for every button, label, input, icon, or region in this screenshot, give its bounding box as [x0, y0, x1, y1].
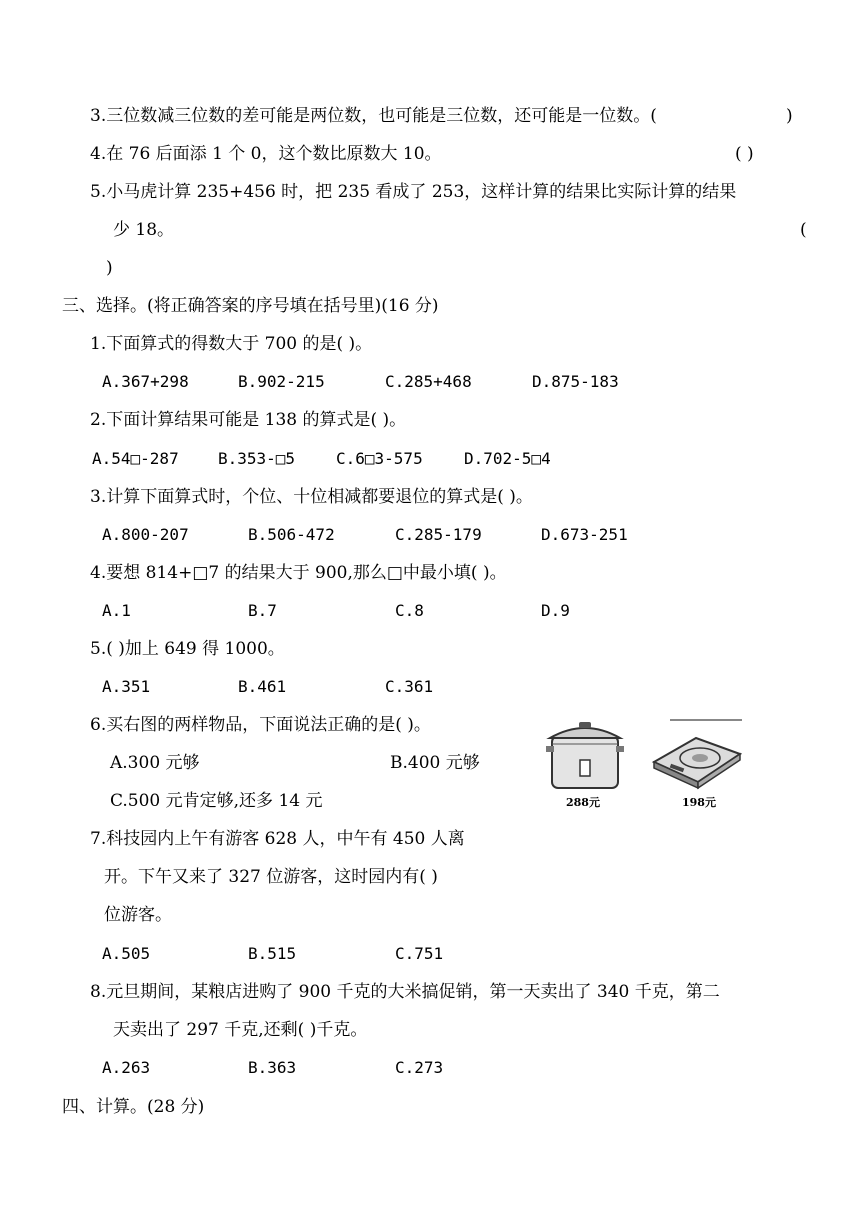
choice-q5-option-b[interactable]: B.461: [238, 677, 287, 696]
choice-q6-stem: 6.买右图的两样物品，下面说法正确的是( )。: [90, 715, 431, 735]
judge-q5-line1: 5.小马虎计算 235+456 时，把 235 看成了 253，这样计算的结果比实际计算的结果: [90, 182, 737, 202]
choice-q8-option-c[interactable]: C.273: [395, 1058, 444, 1077]
choice-q8-line1: 8.元旦期间，某粮店进购了 900 千克的大米搞促销，第一天卖出了 340 千克，第二: [90, 982, 720, 1002]
choice-q8-option-b[interactable]: B.363: [248, 1058, 297, 1077]
choice-q7-option-a[interactable]: A.505: [102, 944, 151, 963]
choice-q2-option-d[interactable]: D.702-5□4: [464, 449, 551, 468]
choice-q7-option-c[interactable]: C.751: [395, 944, 444, 963]
rice-cooker-icon: [544, 720, 626, 792]
choice-q6-option-c[interactable]: C.500 元肯定够,还多 14 元: [110, 791, 323, 811]
choice-q3-stem: 3.计算下面算式时，个位、十位相减都要退位的算式是( )。: [90, 487, 533, 507]
judge-q5-paren-close[interactable]: ): [106, 258, 113, 278]
judge-q5-line2: 少 18。: [113, 220, 175, 240]
choice-q3-option-b[interactable]: B.506-472: [248, 525, 335, 544]
choice-q1-option-c[interactable]: C.285+468: [385, 372, 472, 391]
section-heading-choice: 三、选择。(将正确答案的序号填在括号里)(16 分): [62, 296, 439, 316]
choice-q3-option-d[interactable]: D.673-251: [541, 525, 628, 544]
choice-q2-option-a[interactable]: A.54□-287: [92, 449, 179, 468]
induction-cooker-price: 198元: [682, 796, 716, 809]
choice-q5-option-a[interactable]: A.351: [102, 677, 151, 696]
choice-q1-stem: 1.下面算式的得数大于 700 的是( )。: [90, 334, 373, 354]
choice-q4-option-a[interactable]: A.1: [102, 601, 131, 620]
choice-q8-option-a[interactable]: A.263: [102, 1058, 151, 1077]
choice-q1-option-d[interactable]: D.875-183: [532, 372, 619, 391]
choice-q7-line1: 7.科技园内上午有游客 628 人，中午有 450 人离: [90, 829, 465, 849]
choice-q1-option-b[interactable]: B.902-215: [238, 372, 325, 391]
choice-q4-option-c[interactable]: C.8: [395, 601, 424, 620]
choice-q4-option-b[interactable]: B.7: [248, 601, 277, 620]
induction-cooker-icon: [650, 732, 742, 790]
rice-cooker-price: 288元: [566, 796, 600, 809]
choice-q3-option-c[interactable]: C.285-179: [395, 525, 482, 544]
judge-q3: 3.三位数减三位数的差可能是两位数，也可能是三位数，还可能是一位数。(: [90, 106, 657, 126]
choice-q6-option-a[interactable]: A.300 元够: [110, 753, 200, 773]
choice-q5-option-c[interactable]: C.361: [385, 677, 434, 696]
image-divider: [670, 719, 742, 721]
judge-q5-paren-open[interactable]: (: [800, 220, 807, 240]
choice-q3-option-a[interactable]: A.800-207: [102, 525, 189, 544]
judge-q4: 4.在 76 后面添 1 个 0，这个数比原数大 10。: [90, 144, 442, 164]
choice-q2-option-c[interactable]: C.6□3-575: [336, 449, 423, 468]
choice-q2-option-b[interactable]: B.353-□5: [218, 449, 296, 468]
choice-q7-line3: 位游客。: [104, 905, 172, 925]
judge-q4-paren[interactable]: ( ): [735, 144, 754, 164]
choice-q7-option-b[interactable]: B.515: [248, 944, 297, 963]
choice-q6-option-b[interactable]: B.400 元够: [390, 753, 480, 773]
choice-q2-stem: 2.下面计算结果可能是 138 的算式是( )。: [90, 410, 407, 430]
choice-q7-line2: 开。下午又来了 327 位游客，这时园内有( ): [104, 867, 438, 887]
choice-q5-stem: 5.( )加上 649 得 1000。: [90, 639, 285, 659]
choice-q4-stem: 4.要想 814+□7 的结果大于 900,那么□中最小填( )。: [90, 563, 507, 583]
choice-q4-option-d[interactable]: D.9: [541, 601, 570, 620]
choice-q8-line2: 天卖出了 297 千克,还剩( )千克。: [113, 1020, 368, 1040]
judge-q3-paren-close[interactable]: ): [786, 106, 793, 126]
choice-q1-option-a[interactable]: A.367+298: [102, 372, 189, 391]
section-heading-calc: 四、计算。(28 分): [62, 1097, 205, 1117]
